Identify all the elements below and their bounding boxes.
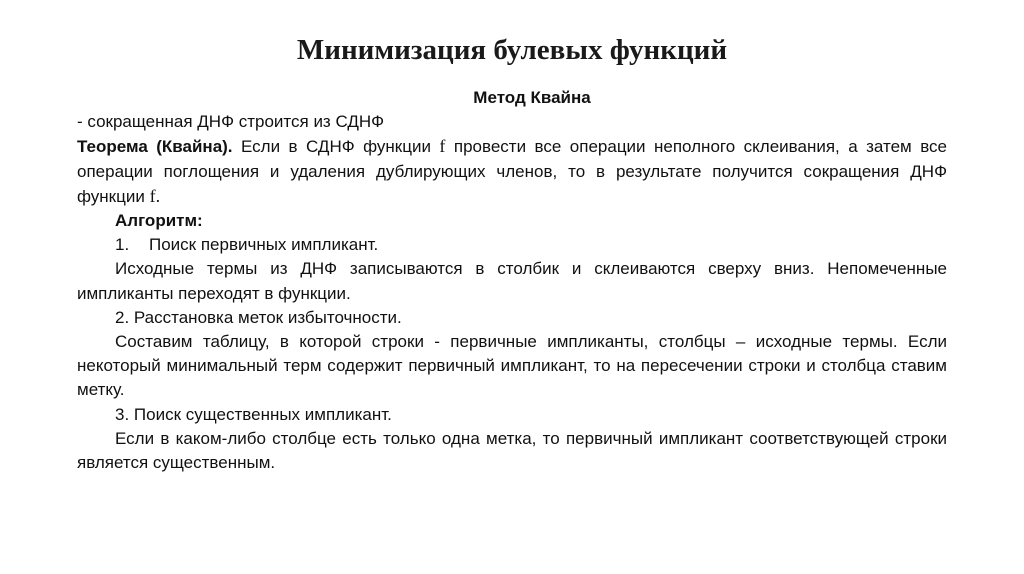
theorem-text-2: провести все операции неполного склеивания, а затем все операции поглощения и удаления дублирующих членов, то в результате получится сокращения ДНФ функции bbox=[77, 137, 947, 206]
slide-title: Минимизация булевых функций bbox=[296, 34, 728, 66]
function-symbol: f bbox=[439, 136, 446, 157]
algorithm-label: Алгоритм: bbox=[115, 211, 203, 231]
theorem-text-1: Если в СДНФ функции bbox=[232, 137, 440, 157]
step-3-description: Если в каком-либо столбце есть только одна метка, то первичный импликант соответствующей строки является существенным. bbox=[77, 428, 947, 473]
step-1-description: Исходные термы из ДНФ записываются в столбик и склеиваются сверху вниз. Непомеченные импликанты переходят в функции. bbox=[77, 259, 947, 303]
theorem-paragraph bbox=[77, 134, 947, 209]
slide-body bbox=[77, 86, 947, 475]
step-2: 2. Расстановка меток избыточности. bbox=[115, 307, 402, 327]
step-3: 3. Поиск существенных импликант. bbox=[115, 404, 392, 424]
step-2-description: Составим таблицу, в которой строки - первичные импликанты, столбцы – исходные термы. Если некоторый минимальный терм содержит первичный импликант, то на пересечении строки и столбца ставим метку. bbox=[77, 332, 947, 400]
theorem-end: f. bbox=[149, 185, 161, 206]
intro-line: - сокращенная ДНФ строится из СДНФ bbox=[77, 112, 385, 132]
step-1-text: Поиск первичных импликант. bbox=[149, 235, 379, 255]
step-1 bbox=[77, 233, 947, 257]
theorem-label: Теорема (Квайна). bbox=[77, 137, 233, 157]
step-1-number: 1. bbox=[115, 235, 130, 255]
method-subtitle: Метод Квайна bbox=[473, 88, 591, 107]
